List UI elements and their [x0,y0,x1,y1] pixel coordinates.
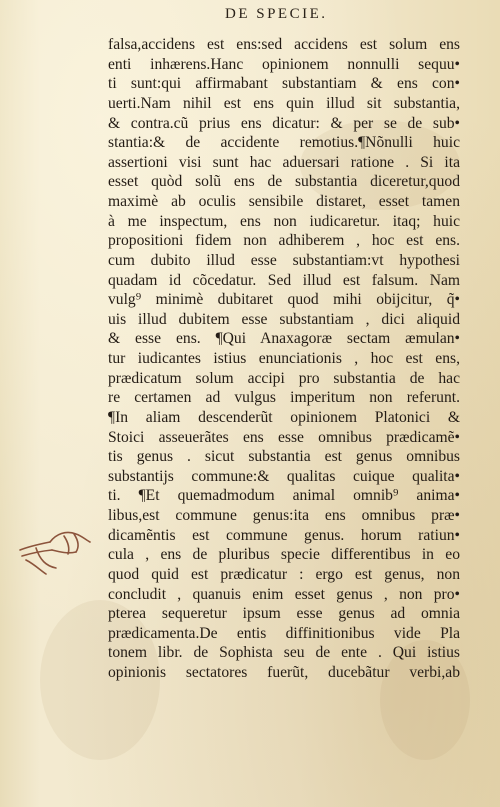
text-line: uis illud dubitem esse substantiam , dici aliquid [108,310,460,328]
text-line: maximè ab oculis sensibile distaret, esset tamen [108,193,460,210]
text-line: ti. ¶Et quemadmodum animal omnib⁹ anima• [108,487,460,505]
text-line: cum dubito illud esse substantiam:vt hypothesi [108,251,460,269]
text-line: quadam id cõcedatur. Sed illud est falsum. Nam [108,271,460,289]
text-line: ti sunt:qui affirmabant substantiam & ens con• [108,75,460,93]
text-line: prædicatum solum accipi pro substantia de hac [108,369,460,387]
text-line: prædicamenta.De entis diffinitionibus vide Pla [108,624,460,642]
text-line: ¶In aliam descenderũt opinionem Platonici & [108,408,460,426]
text-line: opinionis sectatores fuerũt, ducebãtur verbi,ab [108,664,460,681]
text-line: libus,est commune genus:ita ens omnibus præ• [108,507,460,524]
text-line: tis genus . sicut substantia est genus omnibus [108,448,460,466]
text-line: enti inhærens.Hanc opinionem nonnulli sequu• [108,55,460,73]
text-line: concludit , quanuis enim esset genus , non pro• [108,585,460,603]
text-line: tur iudicantes istius enunciationis , hoc est ens, [108,350,460,367]
text-line: stantia:& de accidente remotius.¶Nõnulli huic [108,134,460,152]
text-line: substantijs commune:& qualitas cuique qualita• [108,467,460,485]
running-head: DE SPECIE. [225,6,328,22]
text-line: uerti.Nam nihil est ens quin illud sit substantia, [108,94,460,112]
text-line: pterea sequeretur ipsum esse genus ad omnia [108,605,460,623]
text-line: falsa,accidens est ens:sed accidens est solum ens [108,36,460,53]
text-line: Stoici asseuerãtes ens esse omnibus prædicamẽ• [108,428,460,446]
text-line: & esse ens. ¶Qui Anaxagoræ sectam æmulan• [108,330,460,348]
text-line: quod quid est prædicatur : ergo est genus, non [108,565,460,583]
text-line: vulg⁹ minimè dubitaret quod mihi obijcitur, q̃• [108,291,460,309]
text-line: re certamen ad vulgus imperitum non referunt. [108,389,460,407]
text-line: propositioni fidem non adhiberem , hoc est ens. [108,232,460,250]
text-line: esset quòd solũ ens de substantia diceretur,quod [108,173,460,191]
text-line: tonem libr. de Sophista seu de ente . Qui istius [108,644,460,662]
text-line: & contra.cũ prius ens dicatur: & per se de sub• [108,114,460,132]
text-line: à me inspectum, ens non iudicaretur. itaq; huic [108,212,460,230]
text-line: assertioni visi sunt hac aduersari ratione . Si ita [108,153,460,171]
handwritten-pointing-hand-icon [16,520,96,580]
body-text [108,35,460,683]
text-line: cula , ens de pluribus specie differentibus in eo [108,546,460,564]
text-line: dicamẽntis est commune genus. horum ratiun• [108,526,460,544]
